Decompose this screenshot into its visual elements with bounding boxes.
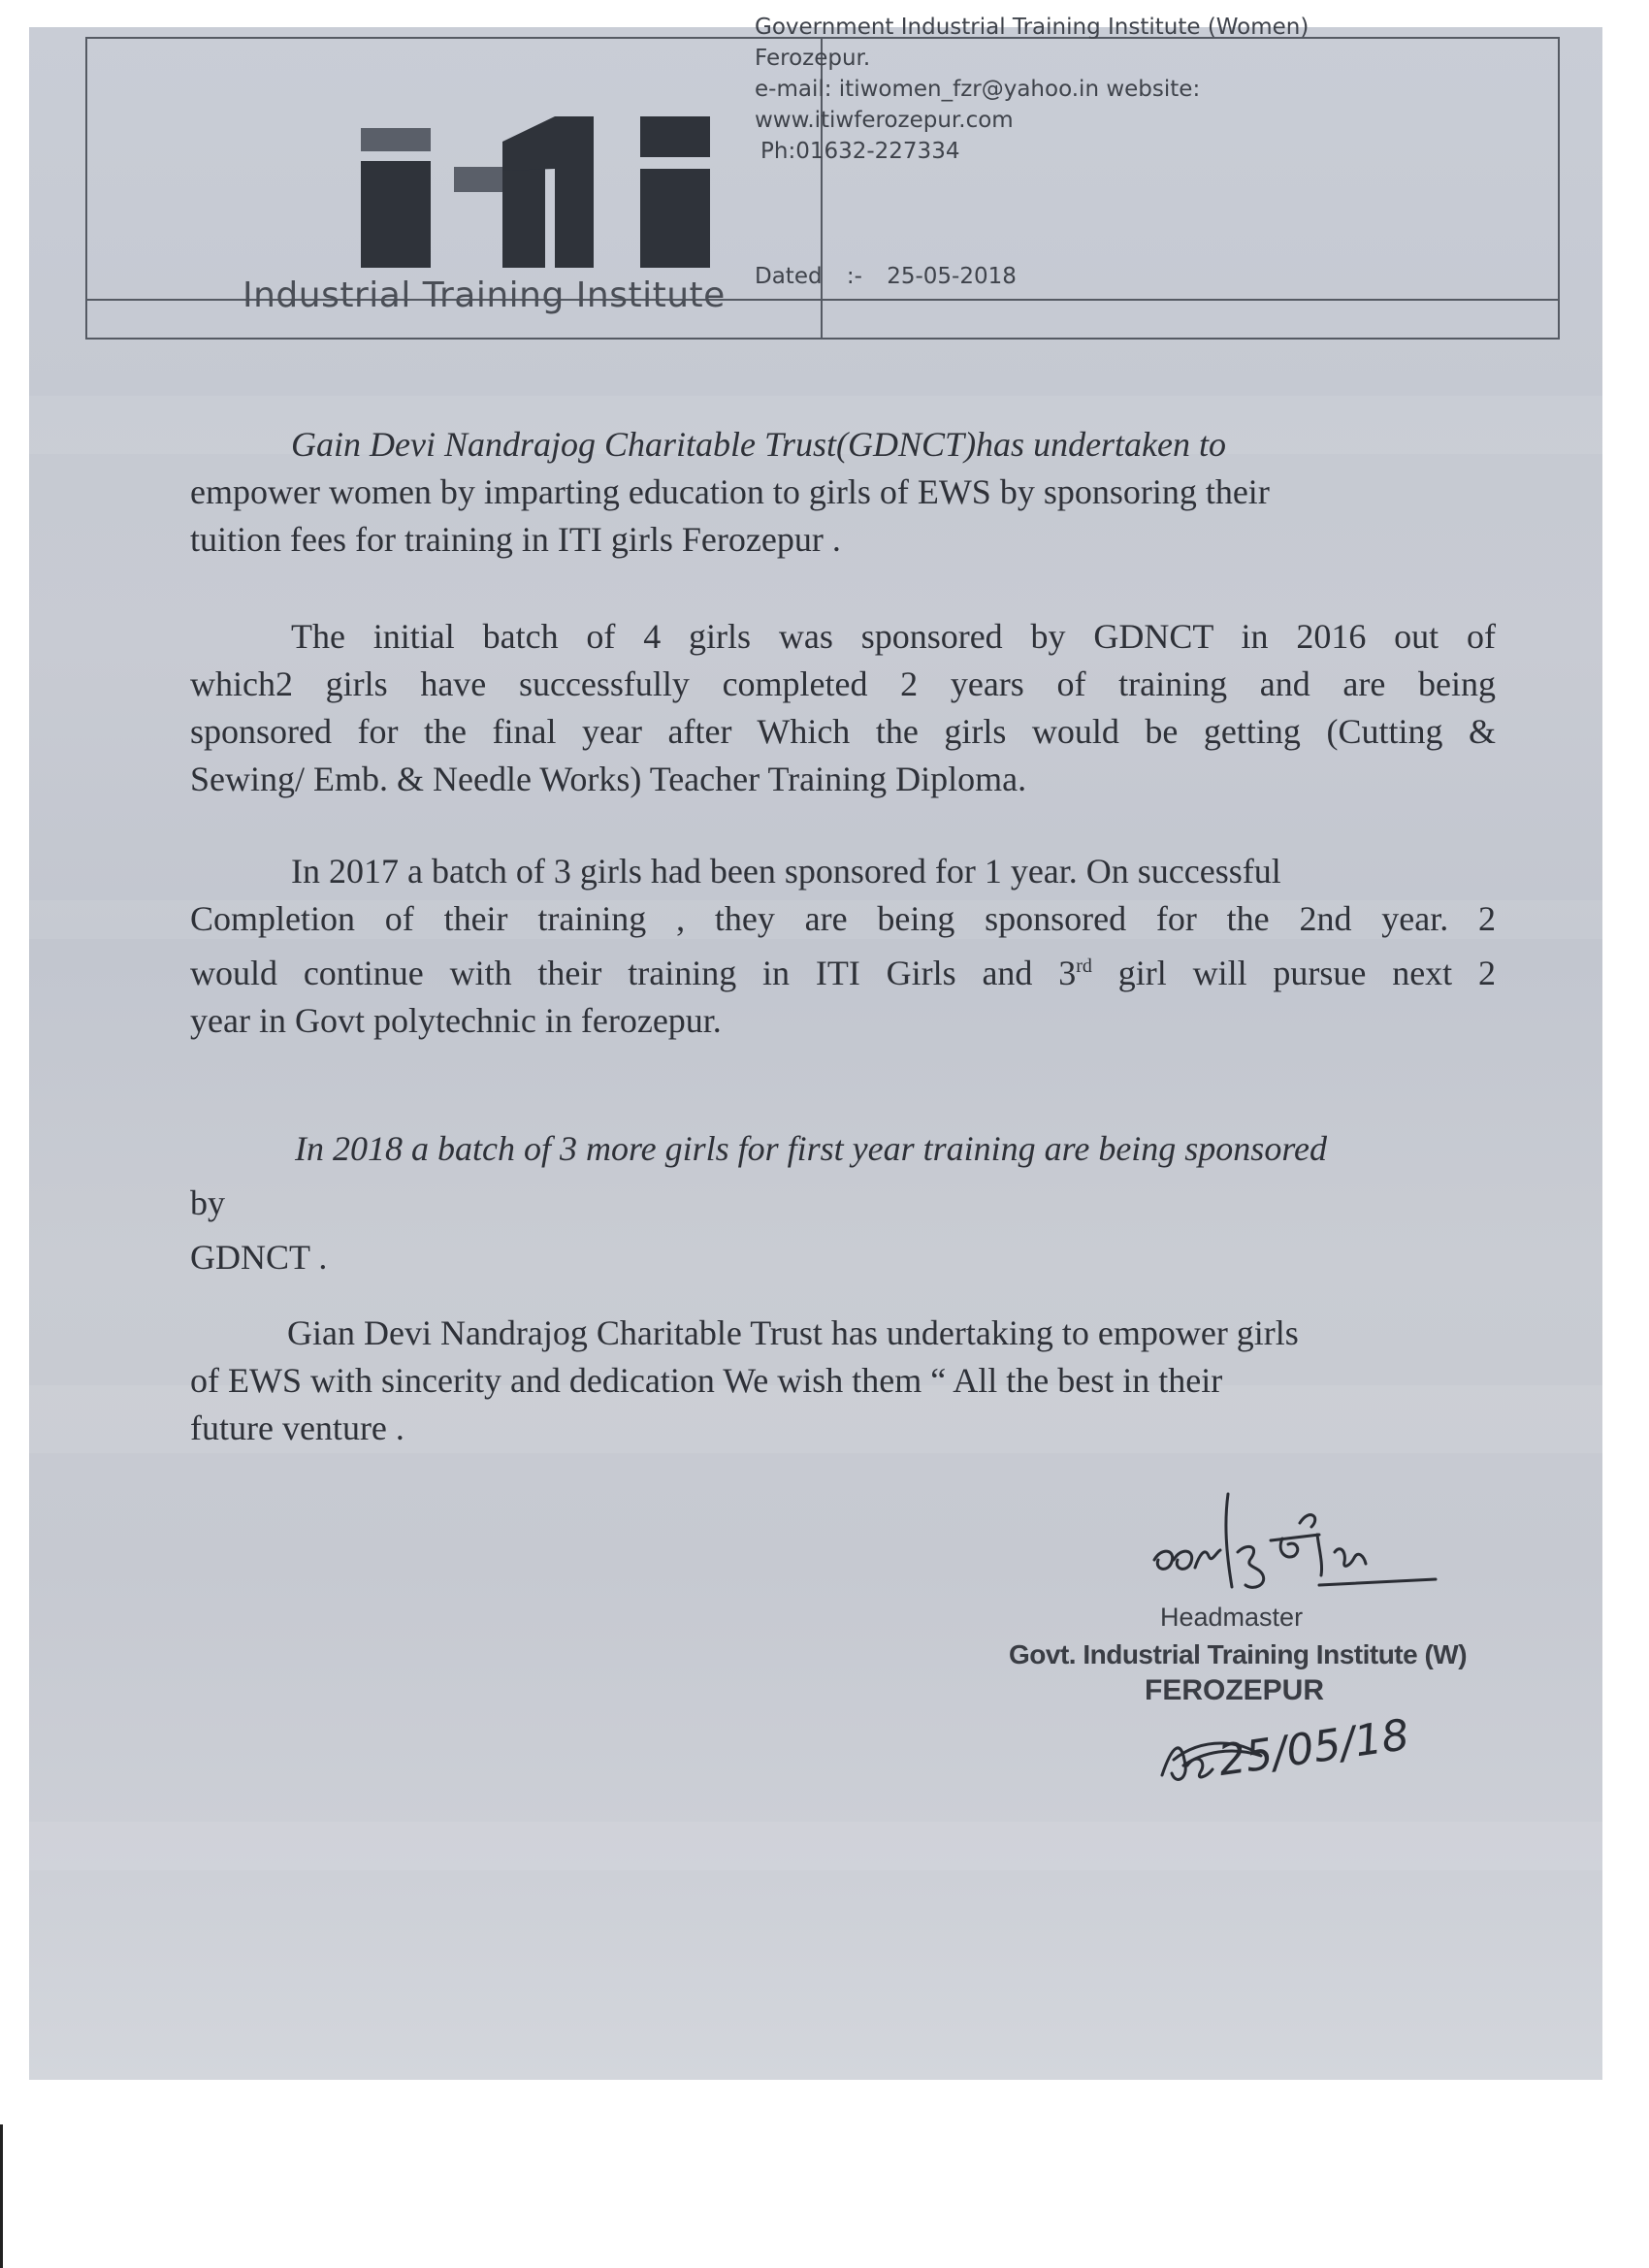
institute-phone: Ph:01632-227334 [760,139,960,164]
stamp-city: FEROZEPUR [1145,1674,1325,1706]
paragraph-4-line: In 2018 a batch of 3 more girls for first year training are being sponsored [295,1129,1327,1168]
iti-logo-icon [361,116,710,268]
stamp-institute: Govt. Industrial Training Institute (W) [1009,1639,1468,1669]
paragraph-4-line: GDNCT . [190,1238,328,1277]
logo-caption: Industrial Training Institute [242,275,726,315]
institute-name: Government Industrial Training Institute (Women) [755,15,1310,40]
paragraph-3-line: In 2017 a batch of 3 girls had been sponsored for 1 year. On successful [291,852,1281,891]
paragraph-1-line: Gain Devi Nandrajog Charitable Trust(GDNCT)has undertaken to [291,425,1227,464]
paragraph-3-line: year in Govt polytechnic in ferozepur. [190,1001,722,1040]
paragraph-2 [190,613,1496,803]
dated-row [755,264,1017,289]
paragraph-2-line: The initial batch of 4 girls was sponsored by GDNCT in 2016 out of [291,617,1496,656]
paragraph-2-line: which2 girls have successfully completed 2 years of training and are being [190,664,1496,703]
paragraph-5 [190,1310,1496,1452]
paragraph-2-line: sponsored for the final year after Which the girls would be getting (Cutting & [190,712,1496,751]
paragraph-3-line: Completion of their training , they are being sponsored for the 2nd year. 2 [190,899,1496,938]
paragraph-5-line: Gian Devi Nandrajog Charitable Trust has undertaking to empower girls [287,1313,1299,1352]
paragraph-4-line: by [190,1183,225,1222]
dated-separator: :- [846,264,862,289]
stamp-designation: Headmaster [1160,1603,1304,1632]
paragraph-3 [190,848,1496,1045]
institute-website: www.itiwferozepur.com [755,108,1014,133]
paragraph-5-line: of EWS with sincerity and dedication We wish them “ All the best in their [190,1361,1223,1400]
paragraph-5-line: future venture . [190,1409,404,1447]
paragraph-1-line: empower women by imparting education to girls of EWS by sponsoring their [190,472,1270,511]
paragraph-3-line: would continue with their training in ITI Girls and 3rd girl will pursue next 2 [190,954,1497,992]
dated-value: 25-05-2018 [887,264,1017,289]
scan-edge-mark [0,2124,3,2268]
paragraph-2-line: Sewing/ Emb. & Needle Works) Teacher Training Diploma. [190,760,1027,798]
paragraph-1 [190,421,1451,564]
dated-label: Dated [755,264,823,289]
handwritten-date: 25/05/18 [1214,1709,1412,1786]
paragraph-1-line: tuition fees for training in ITI girls Ferozepur . [190,520,841,559]
institute-email: e-mail: itiwomen_fzr@yahoo.in website: [755,77,1201,102]
signature [1145,1484,1455,1610]
paragraph-4 [190,1121,1496,1284]
institute-info [755,12,1463,167]
institute-city: Ferozepur. [755,46,871,71]
